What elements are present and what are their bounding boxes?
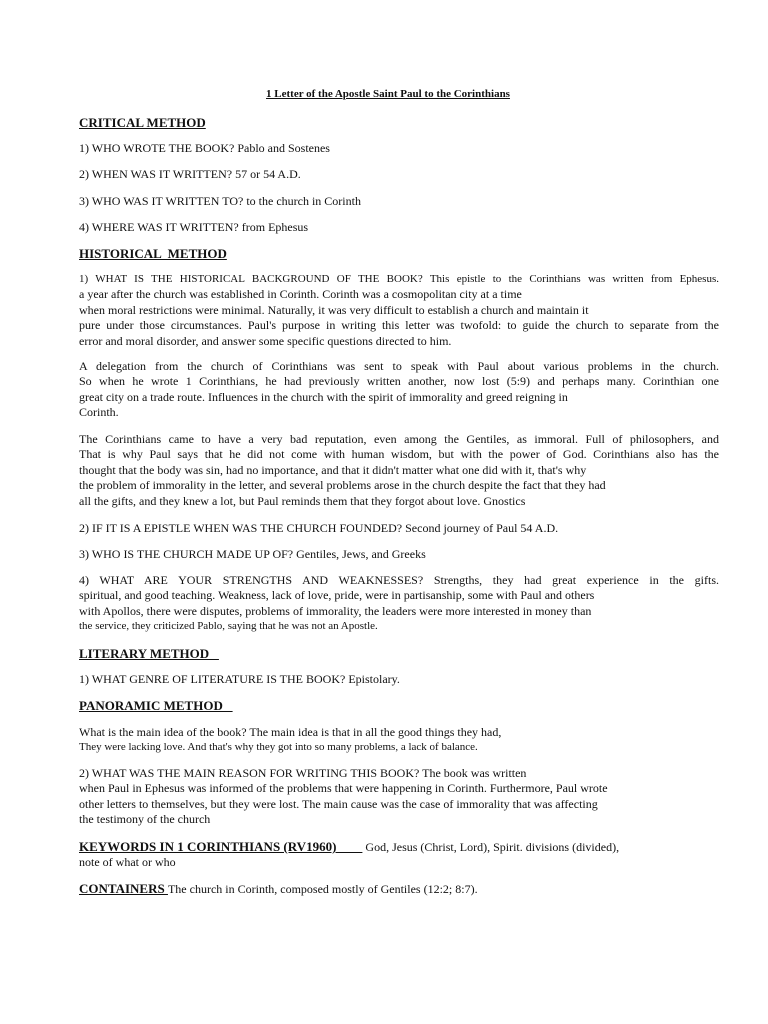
text-line: with Apollos, there were disputes, problems of immorality, the leaders were more interested in money than	[79, 603, 592, 618]
keywords-text: God, Jesus (Christ, Lord), Spirit. divisions (divided),	[362, 840, 620, 854]
text-line: That is why Paul says that he did not come with human wisdom, but with the power of God. Corinthians also has the	[79, 447, 719, 462]
text-line: So when he wrote 1 Corinthians, he had previously written another, now lost (5:9) and perhaps many. Corinthian one	[79, 374, 719, 389]
historical-q3: 3) WHO IS THE CHURCH MADE UP OF? Gentiles, Jews, and Greeks	[79, 547, 426, 561]
text-line: 4) WHAT ARE YOUR STRENGTHS AND WEAKNESSES? Strengths, they had great experience in the gifts.	[79, 573, 719, 587]
keywords-continuation: note of what or who	[79, 855, 176, 869]
delegation-paragraph	[79, 359, 719, 421]
historical-background-paragraph	[79, 272, 719, 349]
text-line: other letters to themselves, but they were lost. The main cause was the case of immorality that was affecting	[79, 796, 598, 811]
main-idea-paragraph	[79, 725, 719, 756]
text-line: 2) WHAT WAS THE MAIN REASON FOR WRITING THIS BOOK? The book was written	[79, 766, 527, 780]
text-line: the problem of immorality in the letter, and several problems arose in the church despite the fact that they had	[79, 478, 606, 493]
main-reason-paragraph	[79, 766, 719, 828]
critical-method-heading: CRITICAL METHOD	[79, 115, 206, 130]
text-line: They were lacking love. And that's why they got into so many problems, a lack of balance.	[79, 741, 478, 754]
text-line: when Paul in Ephesus was informed of the problems that were happening in Corinth. Furthermore, Paul wrote	[79, 781, 608, 796]
text-line: when moral restrictions were minimal. Naturally, it was very difficult to establish a church and maintain it	[79, 302, 589, 317]
text-line: all the gifts, and they knew a lot, but Paul reminds them that they forgot about love. Gnostics	[79, 493, 526, 508]
text-line: A delegation from the church of Corinthians was sent to speak with Paul about various problems in the church.	[79, 359, 719, 373]
strengths-weaknesses-paragraph	[79, 573, 719, 635]
literary-q1: 1) WHAT GENRE OF LITERATURE IS THE BOOK? Epistolary.	[79, 672, 400, 686]
text-line: What is the main idea of the book? The main idea is that in all the good things they had,	[79, 725, 502, 739]
text-line: spiritual, and good teaching. Weakness, lack of love, pride, were in partisanship, some with Paul and others	[79, 588, 595, 603]
text-line: a year after the church was established in Corinth. Corinth was a cosmopolitan city at a time	[79, 287, 522, 302]
text-line: error and moral disorder, and answer some specific questions directed to him.	[79, 333, 452, 348]
text-line: great city on a trade route. Influences in the church with the spirit of immorality and greed reigning in	[79, 389, 568, 404]
text-line: the testimony of the church	[79, 812, 211, 827]
historical-q2: 2) IF IT IS A EPISTLE WHEN WAS THE CHURCH FOUNDED? Second journey of Paul 54 A.D.	[79, 521, 559, 535]
keywords-line	[79, 839, 619, 855]
critical-q1: 1) WHO WROTE THE BOOK? Pablo and Sostenes	[79, 141, 330, 155]
historical-method-heading: HISTORICAL METHOD	[79, 246, 227, 261]
panoramic-method-heading: PANORAMIC METHOD	[79, 698, 233, 713]
critical-q4: 4) WHERE WAS IT WRITTEN? from Ephesus	[79, 220, 309, 234]
text-line: pure under those circumstances. Paul's purpose in writing this letter was twofold: to guide the church to separate from the	[79, 318, 719, 333]
text-line: The Corinthians came to have a very bad reputation, even among the Gentiles, as immoral. Full of philosophers, and	[79, 432, 719, 446]
critical-q2: 2) WHEN WAS IT WRITTEN? 57 or 54 A.D.	[79, 167, 301, 181]
keywords-heading: KEYWORDS IN 1 CORINTHIANS (RV1960)	[79, 839, 363, 854]
reputation-paragraph	[79, 432, 719, 509]
literary-method-heading: LITERARY METHOD	[79, 646, 219, 661]
text-line: thought that the body was sin, had no importance, and that it didn't matter what one did with it, that's why	[79, 462, 587, 477]
containers-heading: CONTAINERS	[79, 881, 168, 896]
containers-line	[79, 881, 478, 897]
document-title: 1 Letter of the Apostle Saint Paul to the Corinthians	[266, 88, 510, 100]
critical-q3: 3) WHO WAS IT WRITTEN TO? to the church in Corinth	[79, 194, 361, 208]
containers-text: The church in Corinth, composed mostly of Gentiles (12:2; 8:7).	[167, 882, 478, 896]
text-line: Corinth.	[79, 405, 119, 420]
text-line: 1) WHAT IS THE HISTORICAL BACKGROUND OF THE BOOK? This epistle to the Corinthians was written from Ephesus.	[79, 273, 719, 285]
text-line: the service, they criticized Pablo, saying that he was not an Apostle.	[79, 620, 378, 633]
